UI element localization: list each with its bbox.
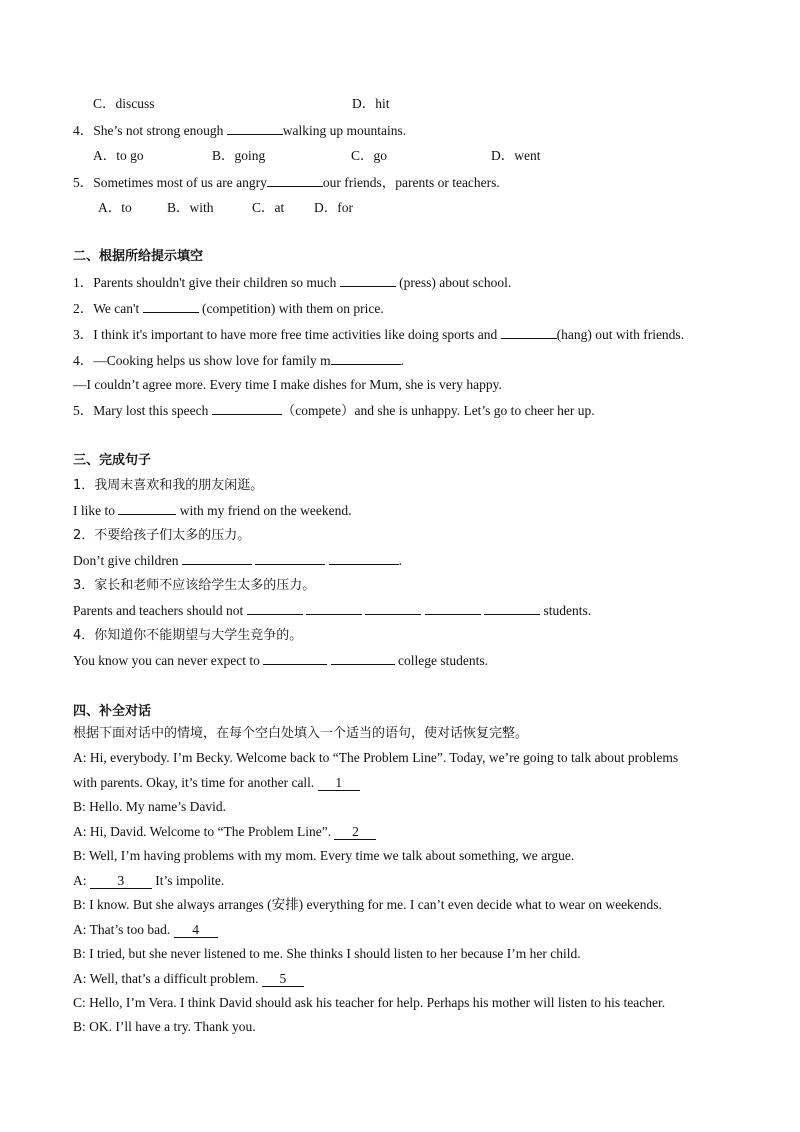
q5-option-b: B．with xyxy=(167,200,214,215)
q4-blank xyxy=(227,121,283,135)
q3-option-c: C．discuss xyxy=(93,96,155,111)
dialogue-line-3: B: Hello. My name’s David. xyxy=(73,799,226,814)
dialogue-line-9: B: I tried, but she never listened to me. She thinks I should listen to her because I’m her child. xyxy=(73,946,581,961)
p3-q1: I like to with my friend on the weekend. xyxy=(73,503,352,518)
p3-q3-blank-4 xyxy=(425,601,481,615)
p2-q5-blank xyxy=(212,401,282,415)
p3-q3: Parents and teachers should not students. xyxy=(73,603,592,618)
q4-option-c: C．go xyxy=(351,148,388,163)
q4-question: 4．She’s not strong enough walking up mountains. xyxy=(73,123,407,138)
p3-q3-blank-2 xyxy=(306,601,362,615)
p4-instruction: 根据下面对话中的情境，在每个空白处填入一个适当的语句，使对话恢复完整。 xyxy=(73,726,529,741)
p2-q4-blank xyxy=(331,351,401,365)
p2-q2-blank xyxy=(143,299,199,313)
p3-q2-blank-3 xyxy=(329,551,399,565)
p3-q3-blank-1 xyxy=(247,601,303,615)
q5-option-a: A．to xyxy=(98,200,132,215)
dialogue-blank-5: 5 xyxy=(262,972,304,987)
q5-option-d: D．for xyxy=(314,200,353,215)
dialogue-line-5: B: Well, I’m having problems with my mom. Every time we talk about something, we argue. xyxy=(73,848,575,863)
p3-q2-blank-2 xyxy=(255,551,325,565)
p3-q3-chinese: 3．家长和老师不应该给学生太多的压力。 xyxy=(73,578,316,593)
q5-blank xyxy=(267,173,323,187)
p2-q1-blank xyxy=(340,273,396,287)
dialogue-blank-4: 4 xyxy=(174,923,218,938)
section-2-heading: 二、根据所给提示填空 xyxy=(73,249,204,264)
q4-option-b: B．going xyxy=(212,148,266,163)
q5-question: 5．Sometimes most of us are angry our friends，parents or teachers. xyxy=(73,175,500,190)
p2-q1: 1．Parents shouldn't give their children so much (press) about school. xyxy=(73,275,512,290)
p3-q1-chinese: 1．我周末喜欢和我的朋友闲逛。 xyxy=(73,478,264,493)
section-4-heading: 四、补全对话 xyxy=(73,704,152,719)
p3-q4: You know you can never expect to college students. xyxy=(73,653,488,668)
p3-q1-blank xyxy=(118,501,176,515)
p3-q4-blank-2 xyxy=(331,651,395,665)
dialogue-line-10: A: Well, that’s a difficult problem. 5 xyxy=(73,970,304,988)
p2-q4: 4．—Cooking helps us show love for family m . xyxy=(73,353,404,368)
dialogue-blank-2: 2 xyxy=(334,825,376,840)
dialogue-line-2: with parents. Okay, it’s time for another call. 1 xyxy=(73,774,360,792)
dialogue-line-4: A: Hi, David. Welcome to “The Problem Line”. 2 xyxy=(73,823,376,841)
dialogue-blank-3: 3 xyxy=(90,874,152,889)
p3-q3-blank-5 xyxy=(484,601,540,615)
q4-option-a: A．to go xyxy=(93,148,144,163)
p3-q3-blank-3 xyxy=(365,601,421,615)
p2-q2: 2．We can't (competition) with them on price. xyxy=(73,301,384,316)
dialogue-line-6: A: 3 It’s impolite. xyxy=(73,873,225,888)
dialogue-blank-1: 1 xyxy=(318,776,360,791)
p2-q3-blank xyxy=(501,325,557,339)
p3-q4-blank-1 xyxy=(263,651,327,665)
dialogue-line-11: C: Hello, I’m Vera. I think David should ask his teacher for help. Perhaps his mother will listen to his teacher. xyxy=(73,995,666,1010)
q5-option-c: C．at xyxy=(252,200,285,215)
p2-q5: 5．Mary lost this speech （compete）and she is unhappy. Let’s go to cheer her up. xyxy=(73,403,595,418)
q3-option-d: D．hit xyxy=(352,96,390,111)
p3-q2: Don’t give children . xyxy=(73,553,402,568)
dialogue-line-8: A: That’s too bad. 4 xyxy=(73,921,218,939)
p2-q4-reply: —I couldn’t agree more. Every time I make dishes for Mum, she is very happy. xyxy=(73,377,502,392)
p3-q4-chinese: 4．你知道你不能期望与大学生竞争的。 xyxy=(73,628,303,643)
dialogue-line-1: A: Hi, everybody. I’m Becky. Welcome back to “The Problem Line”. Today, we’re going to talk about problems xyxy=(73,750,679,765)
dialogue-line-12: B: OK. I’ll have a try. Thank you. xyxy=(73,1019,256,1034)
section-3-heading: 三、完成句子 xyxy=(73,453,152,468)
p3-q2-chinese: 2．不要给孩子们太多的压力。 xyxy=(73,528,251,543)
q4-option-d: D．went xyxy=(491,148,541,163)
p2-q3: 3．I think it's important to have more free time activities like doing sports and (hang) out with friends. xyxy=(73,327,685,342)
p3-q2-blank-1 xyxy=(182,551,252,565)
dialogue-line-7: B: I know. But she always arranges (安排) everything for me. I can’t even decide what to wear on weekends. xyxy=(73,897,662,912)
